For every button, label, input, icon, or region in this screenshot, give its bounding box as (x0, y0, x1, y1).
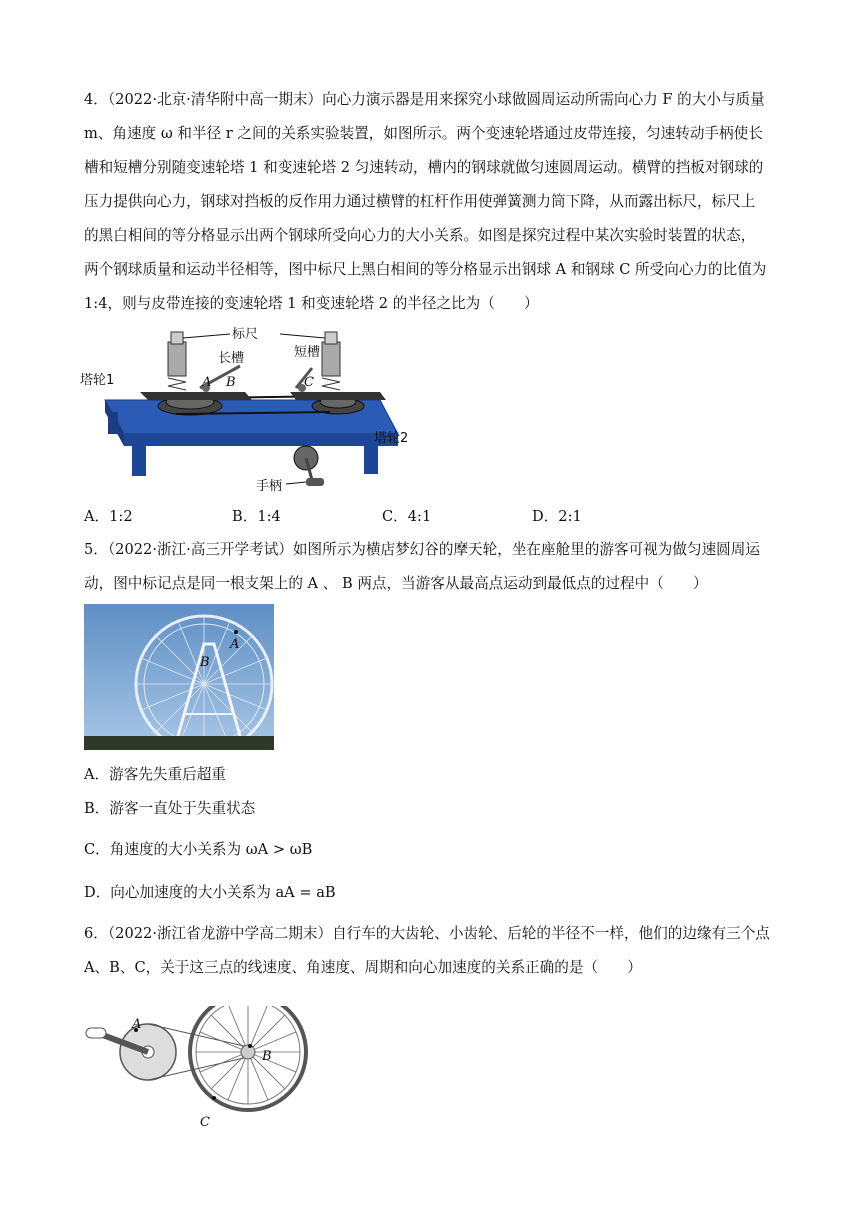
q4-line-7: 1:4，则与皮带连接的变速轮塔 1 和变速轮塔 2 的半径之比为（ ） (84, 295, 539, 312)
point-b-label: B (262, 1049, 272, 1064)
q4-line-1: 4．（2022·北京·清华附中高一期末）向心力演示器是用来探究小球做圆周运动所需向心力 F 的大小与质量 (84, 91, 765, 108)
bicycle-gear-figure (84, 1006, 334, 1136)
q4-line-4: 压力提供向心力，钢球对挡板的反作用力通过横臂的杠杆作用使弹簧测力筒下降，从而露出标尺，标尺上 (84, 193, 756, 210)
ruler-label: 标尺 (232, 327, 259, 342)
q4-line-3: 槽和短槽分别随变速轮塔 1 和变速轮塔 2 匀速转动，槽内的钢球就做匀速圆周运动。横臂的挡板对钢球的 (84, 159, 764, 176)
handle-label: 手柄 (256, 479, 283, 494)
q4-option-d: D．2:1 (532, 508, 582, 525)
ball-c-label: C (304, 375, 314, 390)
ferris-wheel-photo (84, 604, 274, 750)
ball-b-label: B (226, 375, 236, 390)
point-a-label: A (132, 1017, 142, 1032)
ball-a-label: A (202, 375, 212, 390)
q4-option-c: C．4:1 (382, 508, 432, 525)
q4-line-6: 两个钢球质量和运动半径相等，图中标尺上黑白相间的等分格显示出钢球 A 和钢球 C 所受向心力的比值为 (84, 261, 767, 278)
long-slot-label: 长槽 (218, 351, 245, 366)
q5-option-c: C．角速度的大小关系为 ωA > ωB (84, 841, 313, 858)
centripetal-apparatus-figure (80, 322, 425, 494)
point-b-label: B (200, 655, 210, 670)
point-a-label: A (230, 637, 240, 652)
tower1-label: 塔轮1 (80, 373, 115, 388)
q4-option-a: A．1:2 (84, 508, 133, 525)
q5-option-a: A．游客先失重后超重 (84, 766, 226, 783)
point-c-label: C (200, 1115, 210, 1130)
q5-option-d: D．向心加速度的大小关系为 aA = aB (84, 884, 336, 901)
q5-option-b: B．游客一直处于失重状态 (84, 800, 256, 817)
q4-line-5: 的黑白相间的等分格显示出两个钢球所受向心力的大小关系。如图是探究过程中某次实验时装置的状态， (84, 227, 756, 244)
q4-line-2: m、角速度 ω 和半径 r 之间的关系实验装置，如图所示。两个变速轮塔通过皮带连接，匀速转动手柄使长 (84, 125, 763, 142)
q4-option-b: B．1:4 (232, 508, 281, 525)
tower2-label: 塔轮2 (374, 431, 409, 446)
q5-line-1: 5．（2022·浙江·高三开学考试）如图所示为横店梦幻谷的摩天轮，坐在座舱里的游客可视为做匀速圆周运 (84, 541, 760, 558)
short-slot-label: 短槽 (294, 345, 321, 360)
q5-line-2: 动，图中标记点是同一根支架上的 A 、 B 两点，当游客从最高点运动到最低点的过程中（ ） (84, 575, 708, 592)
q6-line-1: 6．（2022·浙江省龙游中学高二期末）自行车的大齿轮、小齿轮、后轮的半径不一样，他们的边缘有三个点 (84, 925, 770, 942)
q6-line-2: A、B、C，关于这三点的线速度、角速度、周期和向心加速度的关系正确的是（ ） (84, 959, 642, 976)
